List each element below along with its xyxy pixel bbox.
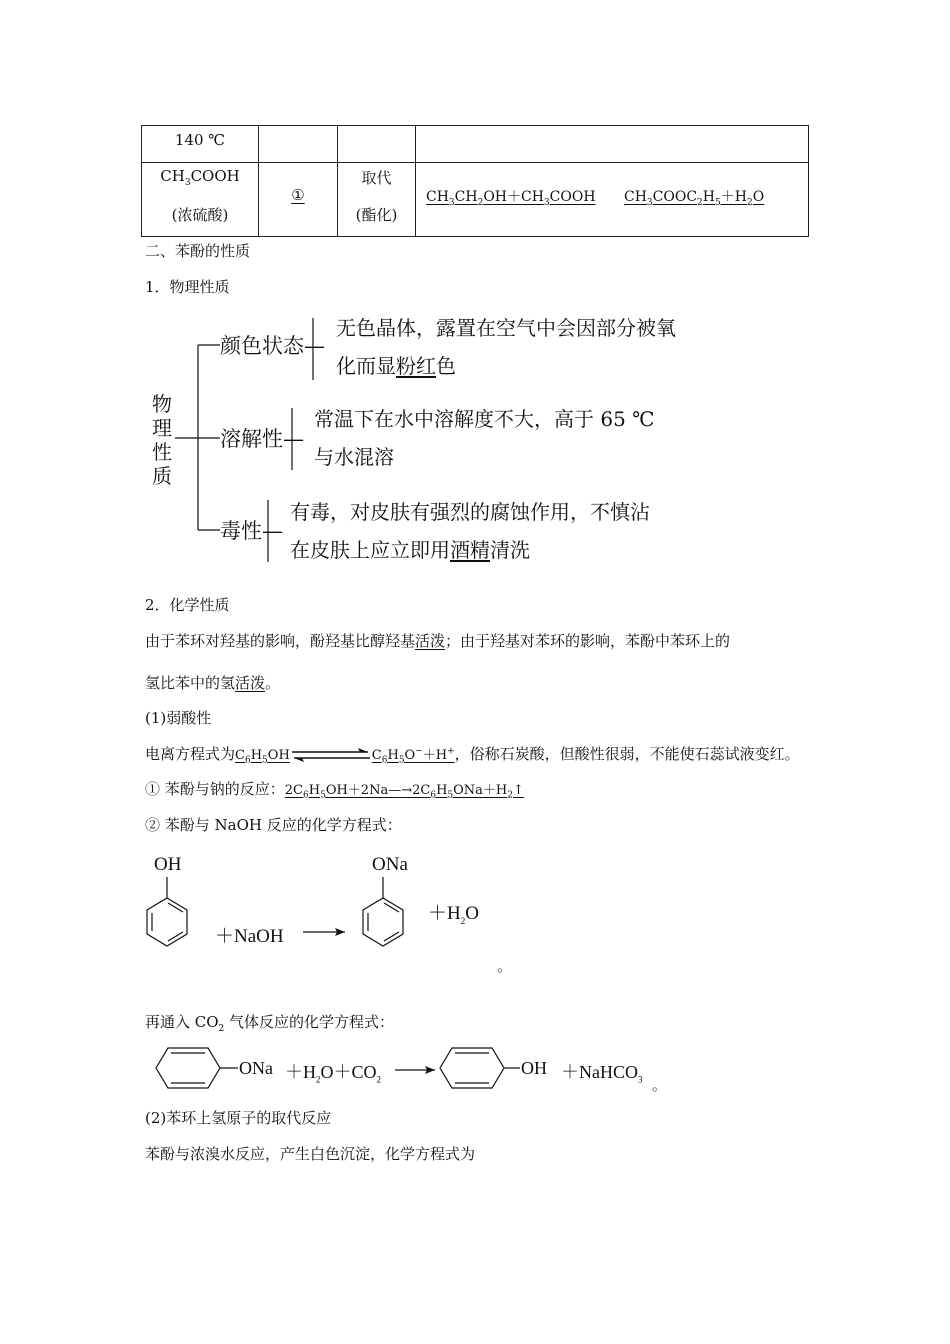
co2-reaction-title: 再通入 $CO_2$ 气体反应的化学方程式： [145, 1013, 395, 1034]
mindmap-branch-text: 化而显粉红色 [336, 354, 456, 378]
physical-properties-title: 1．物理性质 [145, 278, 230, 296]
mindmap-root: 物理性质 [152, 392, 172, 488]
mindmap-branch-label: 颜色状态— [220, 334, 325, 358]
paragraph-line: 氢比苯中的氢活泼。 [145, 674, 281, 692]
chemical-properties-title: 2．化学性质 [145, 596, 230, 614]
weak-acid-title: (1)弱酸性 [145, 709, 212, 727]
table-cell-reagent: $CH_3COOH$ [160, 167, 240, 188]
equilibrium-arrow-icon [290, 748, 372, 762]
naoh-reaction-title: ② 苯酚与 NaOH 反应的化学方程式： [145, 816, 402, 834]
table-cell-equation-right: $CH_3COOC_2H_5+H_2O$ [624, 189, 765, 208]
paragraph-line: 由于苯环对羟基的影响，酚羟基比醇羟基活泼；由于羟基对苯环的影响，苯酚中苯环上的 [145, 632, 731, 650]
sodium-reaction: ① 苯酚与钠的反应：$2C_6H_5OH+2Na—\to 2C_6H_5ONa+H_2↑$ [145, 780, 524, 801]
table-cell-equation-left: $CH_3CH_2OH+CH_3COOH$ [426, 189, 596, 208]
hydroxyl-label: OH [521, 1058, 547, 1078]
table-cell-type-note: (酯化) [355, 206, 398, 224]
bromination-text: 苯酚与浓溴水反应，产生白色沉淀，化学方程式为 [145, 1145, 476, 1163]
table-cell-reagent-note: (浓硫酸) [171, 206, 229, 224]
period: 。 [652, 1076, 668, 1094]
mindmap-branch-text: 与水混溶 [314, 445, 394, 469]
mindmap-branch-text: 常温下在水中溶解度不大，高于 65 ℃ [314, 407, 655, 431]
reagent-label: ＋NaOH [215, 926, 284, 947]
hydroxyl-label: OH [154, 854, 182, 875]
mindmap-branch-text: 在皮肤上应立即用酒精清洗 [290, 538, 530, 562]
section-title: 二、苯酚的性质 [145, 242, 251, 260]
mindmap-branch-text: 无色晶体，露置在空气中会因部分被氧 [336, 316, 676, 340]
table-cell-type: 取代 [361, 169, 392, 187]
ionization-equation: 电离方程式为$C_6H_5OH$ $C_6H_5O^-+H^+$，俗称石炭酸，但酸性很弱，不能使石蕊试液变红。 [145, 745, 800, 766]
phenoxide-label: ONa [372, 854, 408, 875]
table-cell-mark: ① [291, 186, 305, 204]
substitution-title: (2)苯环上氢原子的取代反应 [145, 1109, 332, 1127]
benzene-ring-icon [140, 850, 540, 980]
reagents-label: $+H_2O+CO_2$ [285, 1062, 382, 1085]
mindmap-branch-label: 毒性— [220, 519, 283, 543]
mindmap-branch-text: 有毒，对皮肤有强烈的腐蚀作用，不慎沾 [290, 500, 650, 524]
bicarbonate-label: ＋NaHCO$_3$ [561, 1062, 643, 1085]
table-cell-condition: 140 ℃ [174, 131, 226, 149]
phenoxide-label: ONa [239, 1058, 273, 1078]
water-label: $+H_2O$ [428, 903, 479, 926]
period: 。 [497, 957, 513, 975]
mindmap-branch-label: 溶解性— [220, 427, 304, 451]
